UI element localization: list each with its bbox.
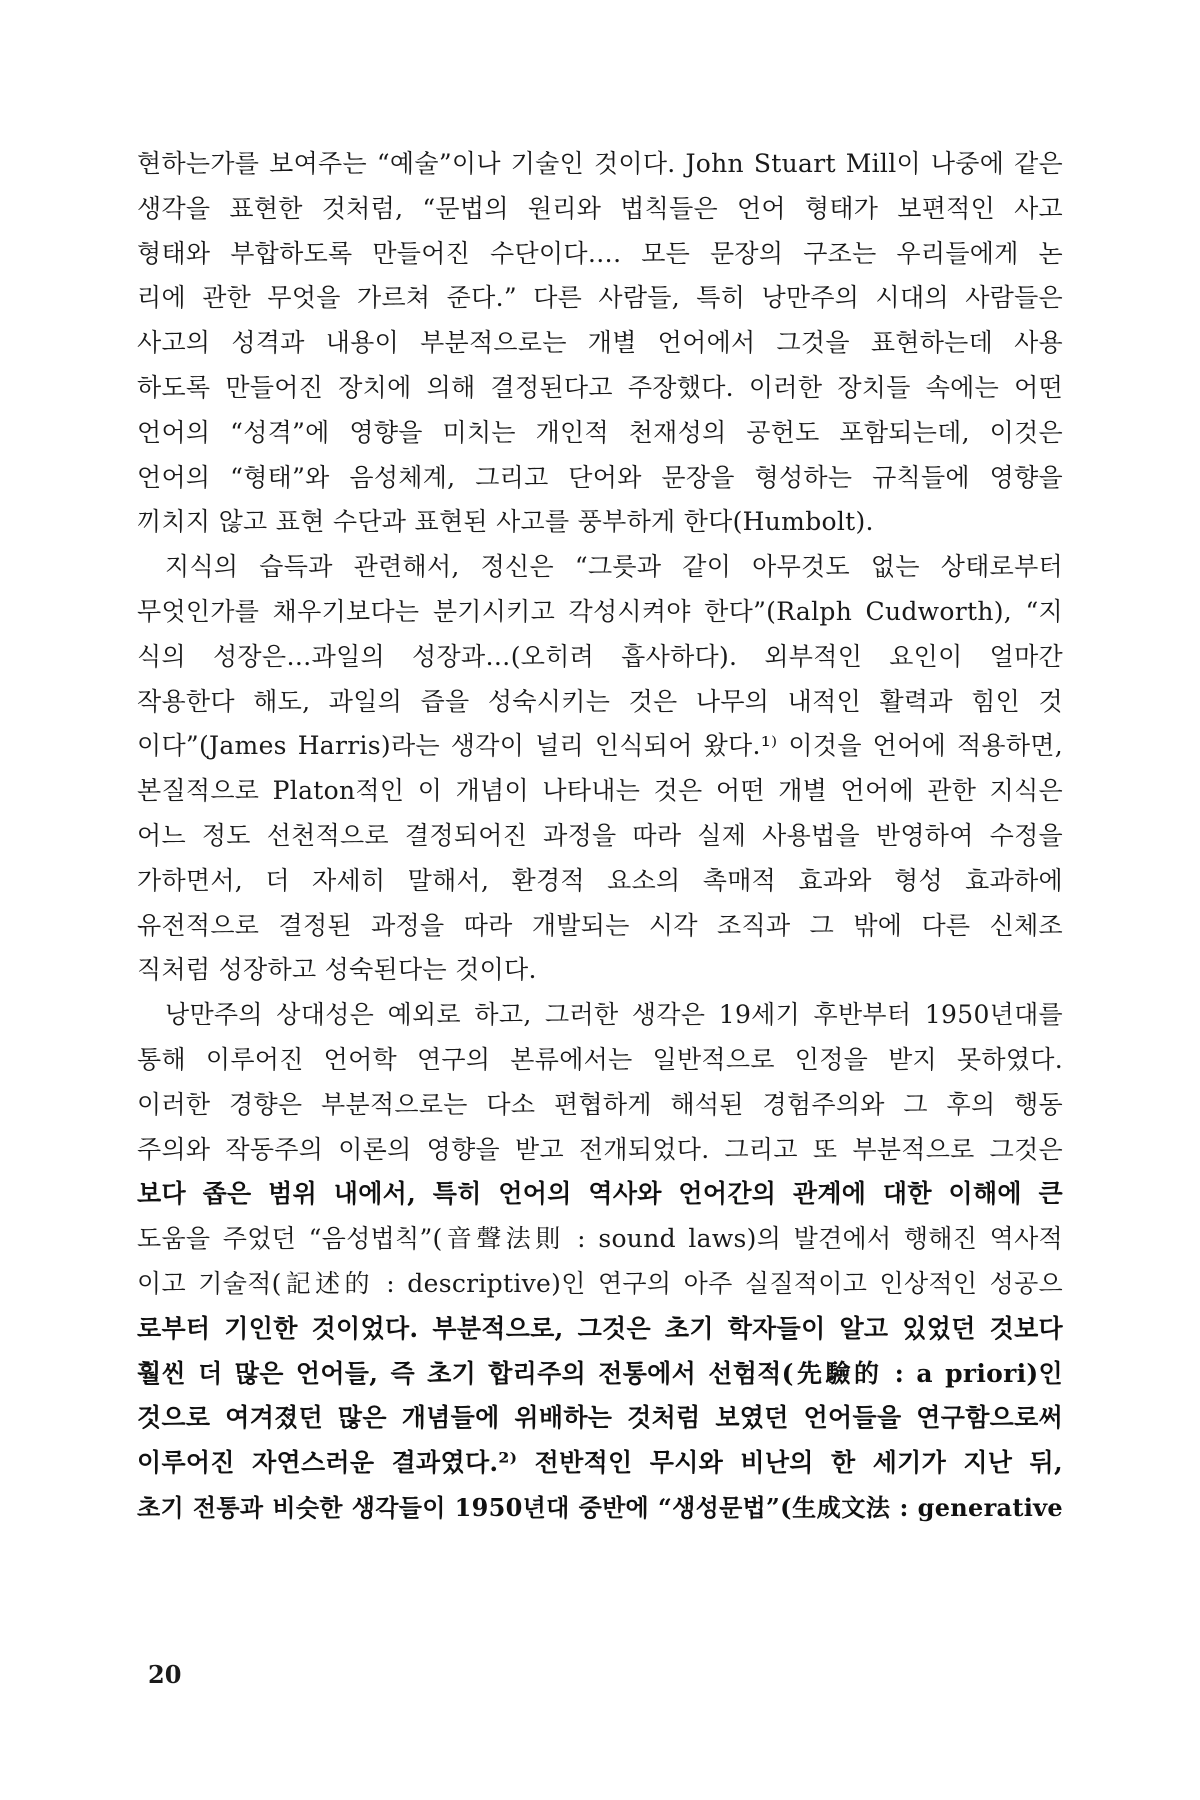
text-line: 작용한다 해도, 과일의 즙을 성숙시키는 것은 나무의 내적인 활력과 힘인 것 <box>137 686 1063 716</box>
text-line: 도움을 주었던 “음성법칙”(音聲法則 : sound laws)의 발견에서 행해진 역사적 <box>137 1224 1063 1254</box>
body-text <box>137 142 1063 1531</box>
text-line: 초기 전통과 비슷한 생각들이 1950년대 중반에 “생성문법”(生成文法 : generative <box>137 1492 1063 1522</box>
text-line: 어느 정도 선천적으로 결정되어진 과정을 따라 실제 사용법을 반영하여 수정을 <box>137 820 1063 850</box>
text-line: 보다 좁은 범위 내에서, 특히 언어의 역사와 언어간의 관계에 대한 이해에 큰 <box>137 1179 1063 1209</box>
text-line: 가하면서, 더 자세히 말해서, 환경적 요소의 촉매적 효과와 형성 효과하에 <box>137 865 1063 895</box>
text-line: 이러한 경향은 부분적으로는 다소 편협하게 해석된 경험주의와 그 후의 행동 <box>137 1089 1063 1119</box>
text-line: 식의 성장은…과일의 성장과…(오히려 흡사하다). 외부적인 요인이 얼마간 <box>137 641 1063 671</box>
text-line: 로부터 기인한 것이었다. 부분적으로, 그것은 초기 학자들이 알고 있었던 것보다 <box>137 1313 1063 1343</box>
paragraph-start-line: 지식의 습득과 관련해서, 정신은 “그릇과 같이 아무것도 없는 상태로부터 <box>165 552 1063 582</box>
text-line: 현하는가를 보여주는 “예술”이나 기술인 것이다. John Stuart Mill이 나중에 같은 <box>137 149 1063 178</box>
text-line: 본질적으로 Platon적인 이 개념이 나타내는 것은 어떤 개별 언어에 관한 지식은 <box>137 776 1063 806</box>
text-line: 이고 기술적(記述的 : descriptive)인 연구의 아주 실질적이고 인상적인 성공으 <box>137 1268 1063 1298</box>
text-line: 주의와 작동주의 이론의 영향을 받고 전개되었다. 그리고 또 부분적으로 그것은 <box>137 1134 1063 1164</box>
text-line: 언어의 “성격”에 영향을 미치는 개인적 천재성의 공헌도 포함되는데, 이것은 <box>137 417 1063 447</box>
text-line: 직처럼 성장하고 성숙된다는 것이다. <box>137 955 537 985</box>
text-line: 사고의 성격과 내용이 부분적으로는 개별 언어에서 그것을 표현하는데 사용 <box>137 328 1063 358</box>
text-line: 통해 이루어진 언어학 연구의 본류에서는 일반적으로 인정을 받지 못하였다. <box>137 1044 1063 1074</box>
text-line: 것으로 여겨졌던 많은 개념들에 위배하는 것처럼 보였던 언어들을 연구함으로써 <box>137 1403 1063 1433</box>
text-line: 이다”(James Harris)라는 생각이 널리 인식되어 왔다.¹⁾ 이것을 언어에 적용하면, <box>137 731 1063 761</box>
text-line: 생각을 표현한 것처럼, “문법의 원리와 법칙들은 언어 형태가 보편적인 사고 <box>137 193 1063 223</box>
text-line: 무엇인가를 채우기보다는 분기시키고 각성시켜야 한다”(Ralph Cudworth), “지 <box>137 596 1063 626</box>
text-line: 훨씬 더 많은 언어들, 즉 초기 합리주의 전통에서 선험적(先驗的 : a priori)인 <box>137 1358 1063 1388</box>
text-line: 이루어진 자연스러운 결과였다.²⁾ 전반적인 무시와 비난의 한 세기가 지난 뒤, <box>137 1448 1063 1478</box>
paragraph-start-line: 낭만주의 상대성은 예외로 하고, 그러한 생각은 19세기 후반부터 1950년대를 <box>165 1000 1063 1030</box>
text-line: 하도록 만들어진 장치에 의해 결정된다고 주장했다. 이러한 장치들 속에는 어떤 <box>137 372 1063 402</box>
text-line: 리에 관한 무엇을 가르쳐 준다.” 다른 사람들, 특히 낭만주의 시대의 사람들은 <box>137 283 1063 313</box>
text-line: 언어의 “형태”와 음성체계, 그리고 단어와 문장을 형성하는 규칙들에 영향을 <box>137 462 1063 492</box>
text-line: 끼치지 않고 표현 수단과 표현된 사고를 풍부하게 한다(Humbolt). <box>137 507 874 537</box>
text-line: 형태와 부합하도록 만들어진 수단이다…. 모든 문장의 구조는 우리들에게 논 <box>137 238 1063 268</box>
text-line: 유전적으로 결정된 과정을 따라 개발되는 시각 조직과 그 밖에 다른 신체조 <box>137 910 1063 940</box>
page-number: 20 <box>148 1660 182 1689</box>
